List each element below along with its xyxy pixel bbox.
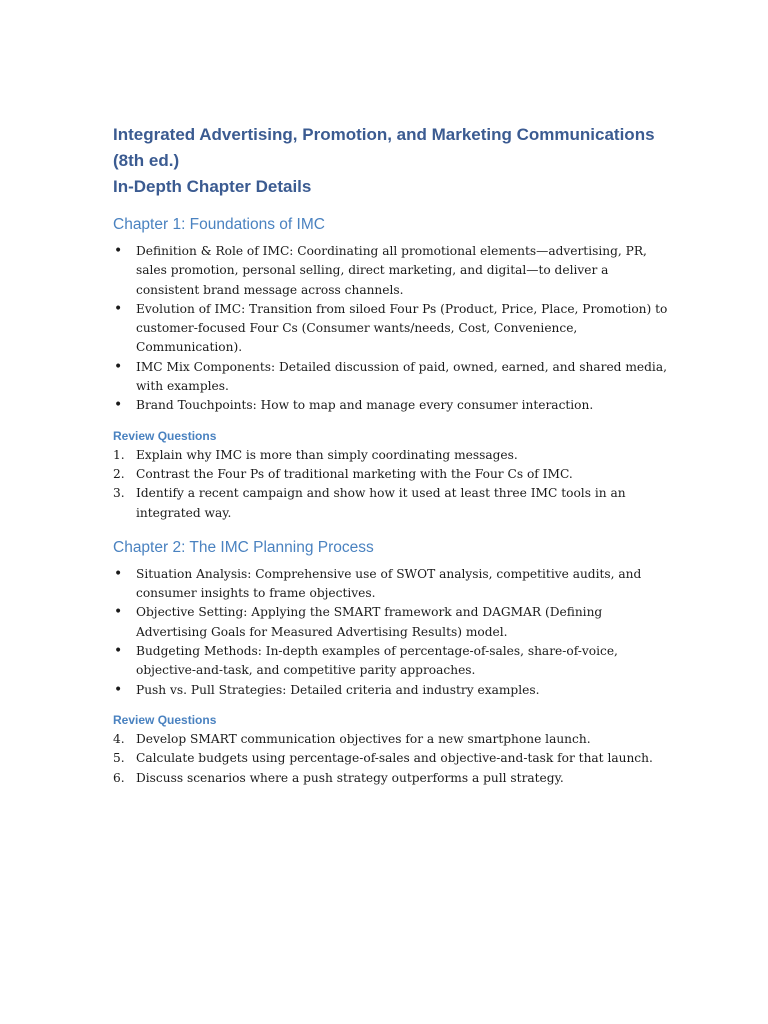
list-item-text: Objective Setting: Applying the SMART framework and DAGMAR (Defining Advertising Goals for Measured Advertising Results) model. — [136, 605, 603, 639]
bullet-marker: • — [114, 681, 123, 698]
list-item — [113, 681, 673, 700]
question-number: 5. — [113, 751, 125, 766]
list-item-text: Brand Touchpoints: How to map and manage every consumer interaction. — [136, 398, 594, 413]
bullet-marker: • — [114, 397, 123, 414]
chapter-2-bullet-list — [113, 565, 673, 700]
question-number: 1. — [113, 447, 125, 462]
question-text: Develop SMART communication objectives for a new smartphone launch. — [136, 731, 591, 746]
chapter-1-review-heading: Review Questions — [113, 428, 217, 443]
list-item — [113, 769, 673, 788]
list-item — [113, 565, 673, 604]
bullet-marker: • — [114, 604, 123, 621]
chapter-2-question-list — [113, 730, 673, 788]
question-number: 6. — [113, 770, 125, 785]
chapter-1-bullet-list — [113, 242, 673, 416]
list-item — [113, 300, 673, 358]
question-text: Calculate budgets using percentage-of-sales and objective-and-task for that launch. — [136, 751, 653, 766]
list-item — [113, 358, 673, 397]
question-text: Explain why IMC is more than simply coordinating messages. — [136, 447, 518, 462]
list-item-text: Budgeting Methods: In-depth examples of percentage-of-sales, share-of-voice, objective-and-task, and competitive parity approaches. — [136, 644, 618, 678]
list-item — [113, 396, 673, 415]
question-number: 2. — [113, 466, 125, 481]
bullet-marker: • — [114, 565, 123, 582]
list-item — [113, 446, 673, 465]
chapter-1-heading: Chapter 1: Foundations of IMC — [113, 216, 325, 233]
document-body — [113, 122, 673, 788]
list-item — [113, 749, 673, 768]
document-subtitle: In-Depth Chapter Details — [113, 177, 312, 196]
list-item-text: Definition & Role of IMC: Coordinating all promotional elements—advertising, PR, sales promotion, personal selling, direct marketing, and digital—to deliver a consistent brand message across channels. — [136, 244, 647, 297]
list-item-text: Push vs. Pull Strategies: Detailed criteria and industry examples. — [136, 682, 540, 697]
list-item — [113, 484, 673, 523]
list-item-text: IMC Mix Components: Detailed discussion of paid, owned, earned, and shared media, with examples. — [136, 359, 667, 394]
bullet-marker: • — [114, 643, 123, 660]
question-text: Identify a recent campaign and show how it used at least three IMC tools in an integrated way. — [136, 486, 626, 520]
list-item — [113, 465, 673, 484]
question-text: Discuss scenarios where a push strategy outperforms a pull strategy. — [136, 770, 564, 785]
chapter-2-heading: Chapter 2: The IMC Planning Process — [113, 538, 374, 556]
question-text: Contrast the Four Ps of traditional marketing with the Four Cs of IMC. — [136, 466, 573, 481]
bullet-marker: • — [114, 243, 123, 259]
list-item — [113, 642, 673, 681]
list-item — [113, 242, 673, 300]
list-item-text: Situation Analysis: Comprehensive use of SWOT analysis, competitive audits, and consumer insights to frame objectives. — [136, 566, 642, 601]
question-number: 3. — [113, 486, 125, 501]
question-number: 4. — [113, 731, 125, 746]
list-item — [113, 603, 673, 642]
chapter-2-section — [113, 537, 673, 788]
list-item-text: Evolution of IMC: Transition from siloed Four Ps (Product, Price, Place, Promotion) to customer-focused Four Cs (Consumer wants/needs, Cost, Convenience, Communication). — [136, 301, 668, 355]
chapter-2-review-heading: Review Questions — [113, 712, 217, 727]
bullet-marker: • — [114, 300, 123, 317]
chapter-1-section — [113, 214, 673, 523]
chapter-1-question-list — [113, 446, 673, 523]
document-title: Integrated Advertising, Promotion, and Marketing Communications (8th ed.) — [113, 125, 655, 170]
bullet-marker: • — [114, 358, 123, 375]
list-item — [113, 730, 673, 749]
